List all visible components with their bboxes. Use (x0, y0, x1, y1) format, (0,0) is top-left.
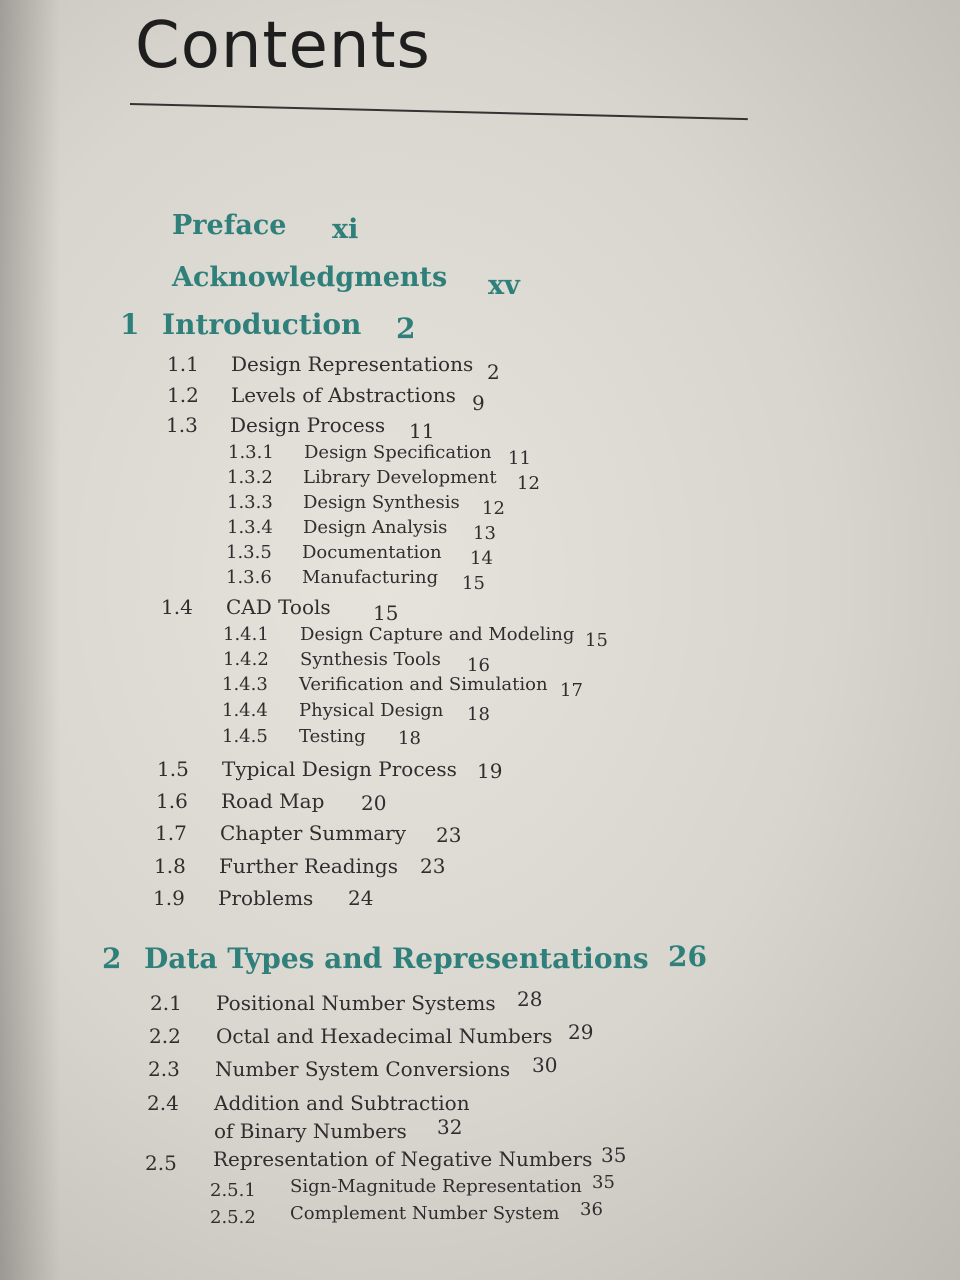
subsection-number: 2.5.2 (210, 1207, 256, 1228)
subsection-number: 2.5.1 (210, 1180, 256, 1201)
section-title: Octal and Hexadecimal Numbers (216, 1024, 553, 1048)
subsection-title: Library Development (303, 467, 497, 488)
section-number: 2.2 (149, 1024, 181, 1048)
section-page: 15 (373, 601, 399, 625)
section-title: Typical Design Process (222, 757, 457, 781)
chapter-number: 1 (120, 308, 140, 341)
subsection-page: 14 (470, 548, 493, 569)
section-title: Problems (218, 886, 314, 910)
subsection-title: Design Specification (304, 442, 492, 463)
subsection-number: 1.3.4 (227, 517, 273, 538)
subsection-page: 13 (473, 523, 496, 544)
subsection-page: 18 (398, 728, 421, 749)
section-page: 9 (472, 391, 485, 415)
subsection-number: 1.4.5 (222, 726, 268, 747)
section-title: Number System Conversions (215, 1057, 511, 1081)
subsection-title: Design Analysis (303, 517, 448, 538)
section-page: 29 (568, 1020, 594, 1044)
subsection-page: 18 (467, 704, 490, 725)
section-title: Road Map (221, 789, 325, 813)
section-page: 11 (409, 419, 435, 443)
section-number: 1.3 (166, 413, 198, 437)
subsection-title: Complement Number System (290, 1203, 560, 1224)
section-page: 23 (420, 854, 446, 878)
entry-title: Acknowledgments (172, 262, 448, 293)
subsection-page: 15 (462, 573, 485, 594)
section-number: 1.8 (154, 854, 186, 878)
section-number: 1.9 (153, 886, 185, 910)
subsection-title: Design Synthesis (303, 492, 460, 513)
section-page: 23 (436, 823, 462, 847)
section-title: Further Readings (219, 854, 398, 878)
chapter-title: Introduction (162, 308, 362, 341)
section-number: 1.5 (157, 757, 189, 781)
subsection-title: Manufacturing (302, 567, 439, 588)
section-title: Design Representations (231, 352, 474, 376)
section-page: 24 (348, 886, 374, 910)
section-page: 19 (477, 759, 503, 783)
section-title: Design Process (230, 413, 386, 437)
subsection-page: 35 (592, 1172, 615, 1193)
subsection-number: 1.3.1 (228, 442, 274, 463)
subsection-title: Testing (299, 726, 366, 747)
subsection-page: 16 (467, 655, 490, 676)
section-number: 1.1 (167, 352, 199, 376)
subsection-page: 12 (517, 473, 540, 494)
subsection-number: 1.4.4 (222, 700, 268, 721)
entry-page: xi (332, 214, 359, 245)
subsection-page: 11 (508, 448, 531, 469)
section-title: Levels of Abstractions (231, 383, 456, 407)
subsection-title: Sign-Magnitude Representation (290, 1176, 582, 1197)
section-number: 1.6 (156, 789, 188, 813)
subsection-number: 1.3.5 (226, 542, 272, 563)
section-page: 2 (487, 360, 500, 384)
section-title: CAD Tools (226, 595, 331, 619)
subsection-title: Documentation (302, 542, 442, 563)
section-title: Positional Number Systems (216, 991, 496, 1015)
section-number: 2.4 (147, 1091, 179, 1115)
section-number: 2.3 (148, 1057, 180, 1081)
section-title: Chapter Summary (220, 821, 406, 845)
section-page: 35 (601, 1143, 627, 1167)
subsection-page: 12 (482, 498, 505, 519)
section-number: 1.2 (167, 383, 199, 407)
subsection-page: 36 (580, 1199, 603, 1220)
subsection-page: 17 (560, 680, 583, 701)
subsection-number: 1.3.3 (227, 492, 273, 513)
subsection-title: Physical Design (299, 700, 444, 721)
subsection-title: Design Capture and Modeling (300, 624, 575, 645)
chapter-title: Data Types and Representations (144, 942, 649, 975)
chapter-page: 26 (668, 940, 707, 973)
section-page: 20 (361, 791, 387, 815)
section-title: Representation of Negative Numbers (213, 1147, 593, 1171)
entry-page: xv (488, 270, 520, 301)
subsection-number: 1.3.2 (227, 467, 273, 488)
entry-title: Preface (172, 210, 287, 241)
subsection-number: 1.3.6 (226, 567, 272, 588)
section-title: Addition and Subtraction (214, 1091, 470, 1115)
section-page: 30 (532, 1053, 558, 1077)
section-number: 2.5 (145, 1151, 177, 1175)
section-number: 2.1 (150, 991, 182, 1015)
section-number: 1.4 (161, 595, 193, 619)
subsection-number: 1.4.2 (223, 649, 269, 670)
chapter-number: 2 (102, 942, 122, 975)
page-title: Contents (135, 9, 431, 83)
section-page: 32 (437, 1115, 463, 1139)
subsection-page: 15 (585, 630, 608, 651)
subsection-title: Synthesis Tools (300, 649, 441, 670)
chapter-page: 2 (396, 312, 416, 345)
subsection-number: 1.4.3 (222, 674, 268, 695)
subsection-number: 1.4.1 (223, 624, 269, 645)
section-number: 1.7 (155, 821, 187, 845)
section-title-line2: of Binary Numbers (214, 1119, 407, 1143)
subsection-title: Verification and Simulation (299, 674, 548, 695)
section-page: 28 (517, 987, 543, 1011)
